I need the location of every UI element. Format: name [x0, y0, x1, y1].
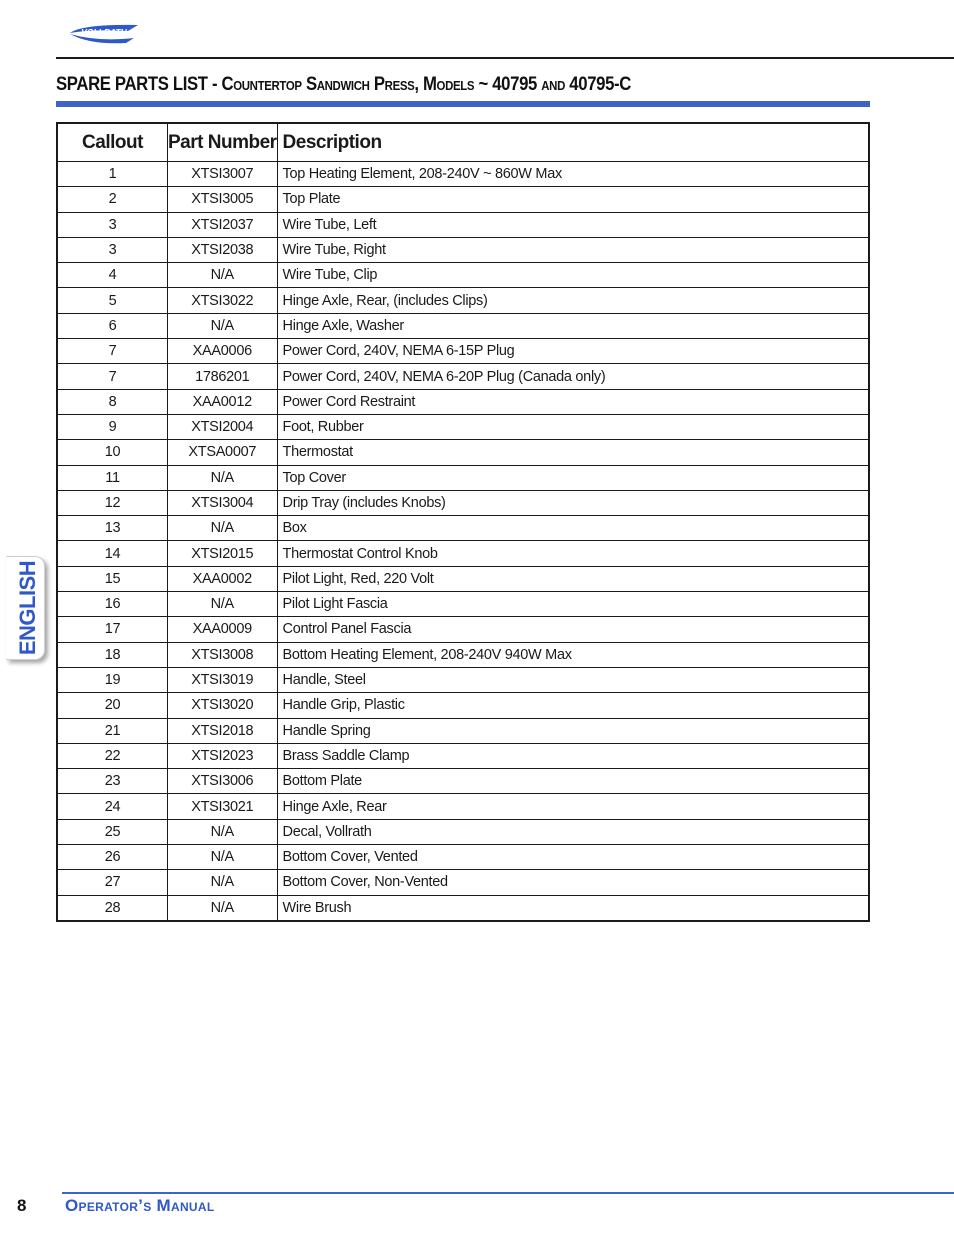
cell-callout: 15: [57, 566, 168, 591]
cell-callout: 20: [57, 693, 168, 718]
cell-callout: 22: [57, 743, 168, 768]
table-row: [57, 743, 869, 768]
table-row: [57, 769, 869, 794]
logo-text: VOLLRATH: [81, 27, 127, 37]
cell-part-number: XTSI3004: [168, 490, 278, 515]
cell-description: Hinge Axle, Rear, (includes Clips): [277, 288, 869, 313]
cell-part-number: XAA0002: [168, 566, 278, 591]
cell-description: Foot, Rubber: [277, 414, 869, 439]
cell-part-number: XTSA0007: [168, 440, 278, 465]
cell-part-number: N/A: [168, 845, 278, 870]
cell-callout: 10: [57, 440, 168, 465]
cell-description: Handle Grip, Plastic: [277, 693, 869, 718]
cell-callout: 11: [57, 465, 168, 490]
cell-part-number: XTSI3007: [168, 162, 278, 187]
table-row: [57, 288, 869, 313]
cell-callout: 13: [57, 516, 168, 541]
table-row: [57, 617, 869, 642]
page-number: 8: [17, 1196, 27, 1215]
cell-description: Power Cord Restraint: [277, 389, 869, 414]
table-row: [57, 212, 869, 237]
cell-callout: 23: [57, 769, 168, 794]
table-row: [57, 845, 869, 870]
footer-title: Operator’s Manual: [65, 1196, 215, 1215]
cell-callout: 6: [57, 313, 168, 338]
cell-description: Wire Tube, Right: [277, 237, 869, 262]
cell-callout: 7: [57, 364, 168, 389]
cell-part-number: XTSI3021: [168, 794, 278, 819]
cell-part-number: N/A: [168, 592, 278, 617]
table-row: [57, 718, 869, 743]
cell-part-number: N/A: [168, 895, 278, 921]
language-tab: [6, 556, 45, 660]
cell-callout: 4: [57, 263, 168, 288]
cell-part-number: XTSI3022: [168, 288, 278, 313]
cell-description: Brass Saddle Clamp: [277, 743, 869, 768]
cell-part-number: XAA0006: [168, 339, 278, 364]
cell-part-number: N/A: [168, 819, 278, 844]
cell-part-number: N/A: [168, 516, 278, 541]
cell-description: Bottom Heating Element, 208-240V 940W Max: [277, 642, 869, 667]
cell-part-number: XTSI2015: [168, 541, 278, 566]
table-header-row: [57, 123, 869, 162]
title-lead: SPARE PARTS LIST -: [56, 74, 222, 95]
table-row: [57, 566, 869, 591]
table-row: [57, 263, 869, 288]
table-row: [57, 693, 869, 718]
cell-description: Handle Spring: [277, 718, 869, 743]
table-row: [57, 895, 869, 921]
cell-description: Wire Brush: [277, 895, 869, 921]
cell-callout: 21: [57, 718, 168, 743]
cell-callout: 3: [57, 212, 168, 237]
cell-part-number: N/A: [168, 313, 278, 338]
title-underline: [56, 101, 870, 107]
language-tab-label: ENGLISH: [15, 560, 40, 656]
page-title: [56, 74, 631, 96]
cell-callout: 14: [57, 541, 168, 566]
title-separator: ~: [474, 74, 493, 95]
table-row: [57, 389, 869, 414]
column-header-callout: Callout: [57, 123, 168, 162]
cell-description: Handle, Steel: [277, 667, 869, 692]
title-model-1: 40795: [492, 74, 537, 95]
cell-description: Bottom Plate: [277, 769, 869, 794]
title-product-name: Countertop Sandwich Press, Models: [221, 74, 475, 95]
cell-callout: 7: [57, 339, 168, 364]
cell-description: Thermostat: [277, 440, 869, 465]
table-row: [57, 414, 869, 439]
table-row: [57, 592, 869, 617]
cell-description: Wire Tube, Clip: [277, 263, 869, 288]
cell-callout: 16: [57, 592, 168, 617]
cell-description: Pilot Light Fascia: [277, 592, 869, 617]
cell-description: Top Cover: [277, 465, 869, 490]
cell-callout: 9: [57, 414, 168, 439]
cell-part-number: N/A: [168, 263, 278, 288]
column-header-description: Description: [277, 123, 869, 162]
table-row: [57, 642, 869, 667]
footer-divider: [62, 1192, 954, 1194]
table-row: [57, 794, 869, 819]
cell-callout: 17: [57, 617, 168, 642]
title-model-2: 40795-C: [569, 74, 631, 95]
table-row: [57, 364, 869, 389]
cell-description: Drip Tray (includes Knobs): [277, 490, 869, 515]
cell-description: Top Plate: [277, 187, 869, 212]
cell-callout: 25: [57, 819, 168, 844]
table-row: [57, 440, 869, 465]
table-row: [57, 490, 869, 515]
cell-callout: 27: [57, 870, 168, 895]
cell-callout: 26: [57, 845, 168, 870]
cell-description: Top Heating Element, 208-240V ~ 860W Max: [277, 162, 869, 187]
cell-callout: 24: [57, 794, 168, 819]
cell-part-number: 1786201: [168, 364, 278, 389]
cell-description: Decal, Vollrath: [277, 819, 869, 844]
cell-description: Bottom Cover, Non-Vented: [277, 870, 869, 895]
table-row: [57, 465, 869, 490]
cell-description: Control Panel Fascia: [277, 617, 869, 642]
cell-part-number: N/A: [168, 465, 278, 490]
cell-part-number: XTSI2037: [168, 212, 278, 237]
cell-part-number: XTSI2023: [168, 743, 278, 768]
cell-callout: 1: [57, 162, 168, 187]
cell-part-number: N/A: [168, 870, 278, 895]
cell-part-number: XTSI3008: [168, 642, 278, 667]
cell-callout: 8: [57, 389, 168, 414]
cell-part-number: XTSI3006: [168, 769, 278, 794]
cell-description: Wire Tube, Left: [277, 212, 869, 237]
cell-part-number: XTSI3020: [168, 693, 278, 718]
table-row: [57, 870, 869, 895]
title-and: and: [536, 74, 570, 95]
table-row: [57, 541, 869, 566]
cell-callout: 18: [57, 642, 168, 667]
header-divider: [56, 57, 954, 59]
cell-part-number: XAA0009: [168, 617, 278, 642]
cell-description: Hinge Axle, Rear: [277, 794, 869, 819]
cell-description: Hinge Axle, Washer: [277, 313, 869, 338]
cell-callout: 19: [57, 667, 168, 692]
cell-callout: 28: [57, 895, 168, 921]
cell-part-number: XAA0012: [168, 389, 278, 414]
column-header-part-number: Part Number: [168, 123, 278, 162]
table-row: [57, 313, 869, 338]
cell-callout: 3: [57, 237, 168, 262]
cell-description: Bottom Cover, Vented: [277, 845, 869, 870]
table-row: [57, 237, 869, 262]
cell-part-number: XTSI3005: [168, 187, 278, 212]
vollrath-logo: [68, 20, 140, 46]
cell-part-number: XTSI3019: [168, 667, 278, 692]
spare-parts-table: [56, 122, 870, 922]
cell-description: Power Cord, 240V, NEMA 6-15P Plug: [277, 339, 869, 364]
cell-callout: 5: [57, 288, 168, 313]
cell-description: Thermostat Control Knob: [277, 541, 869, 566]
cell-part-number: XTSI2038: [168, 237, 278, 262]
cell-part-number: XTSI2004: [168, 414, 278, 439]
table-row: [57, 339, 869, 364]
table-body: [57, 162, 869, 921]
cell-part-number: XTSI2018: [168, 718, 278, 743]
table-row: [57, 516, 869, 541]
table-row: [57, 187, 869, 212]
cell-description: Power Cord, 240V, NEMA 6-20P Plug (Canada only): [277, 364, 869, 389]
table-row: [57, 819, 869, 844]
cell-callout: 2: [57, 187, 168, 212]
cell-callout: 12: [57, 490, 168, 515]
table-row: [57, 162, 869, 187]
cell-description: Box: [277, 516, 869, 541]
cell-description: Pilot Light, Red, 220 Volt: [277, 566, 869, 591]
table-row: [57, 667, 869, 692]
